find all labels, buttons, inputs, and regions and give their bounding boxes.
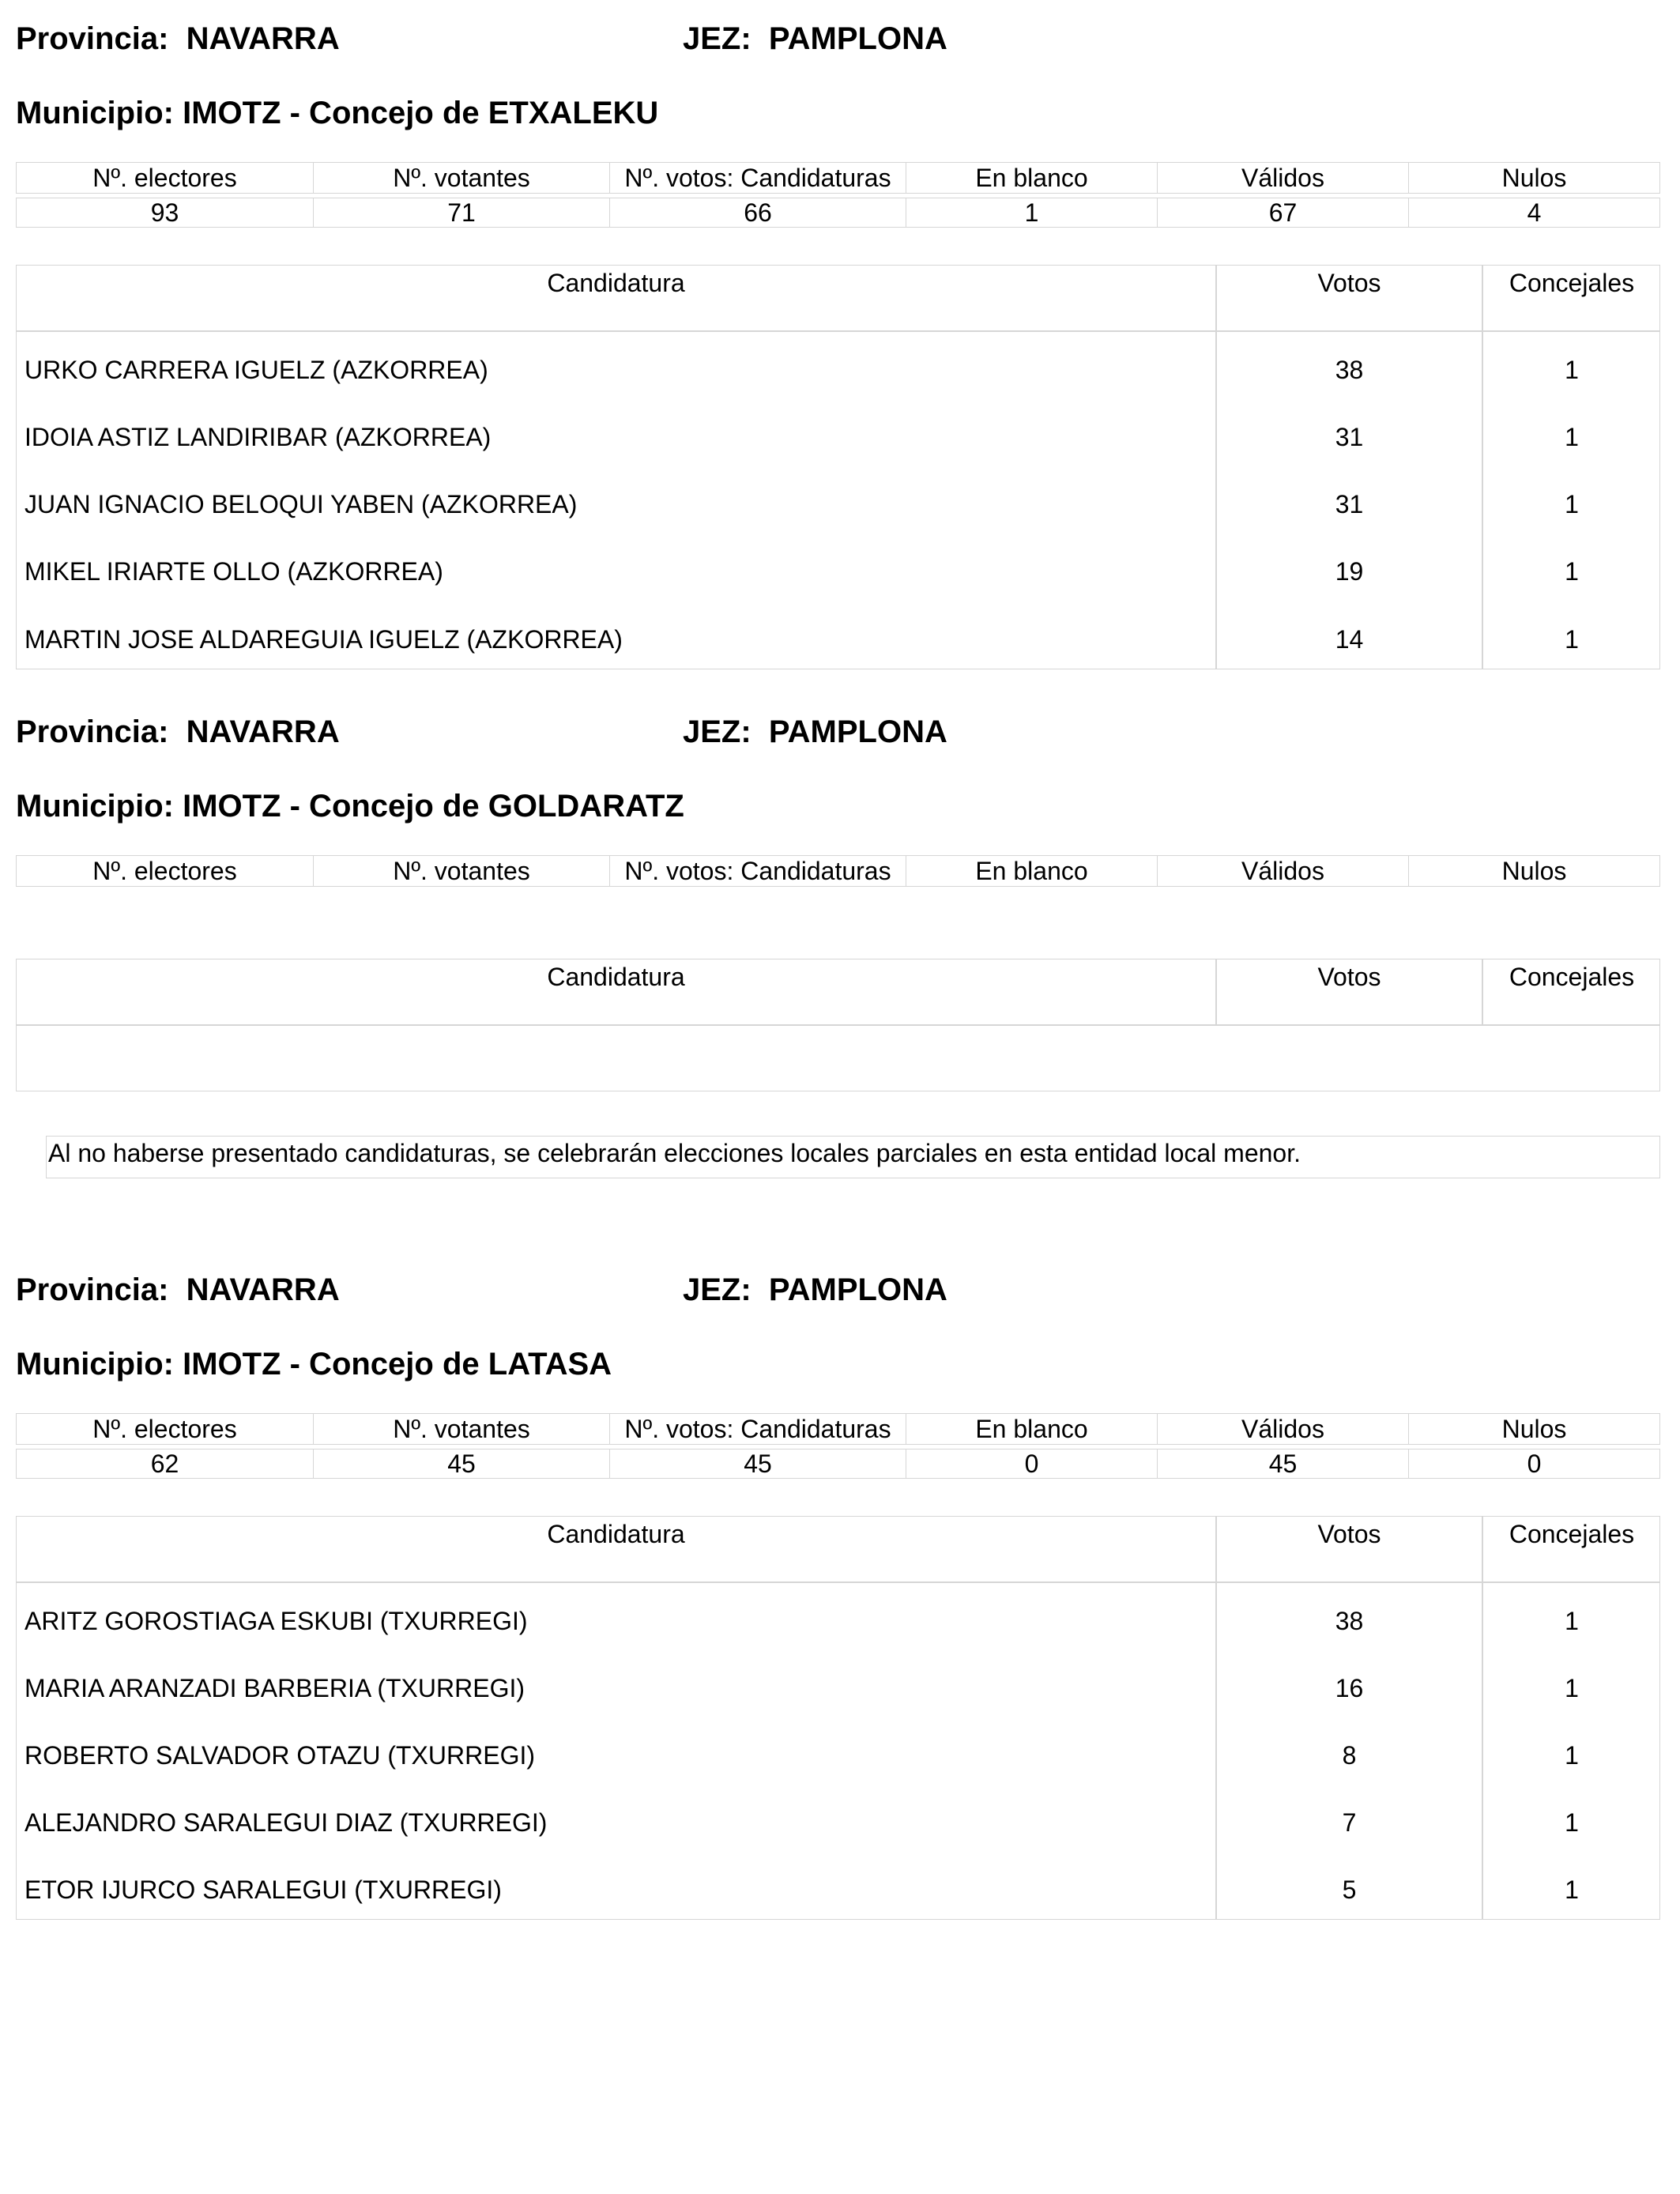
jez-value: PAMPLONA bbox=[768, 1272, 947, 1307]
jez-value: PAMPLONA bbox=[768, 714, 947, 749]
column-divider bbox=[1215, 1517, 1217, 1919]
provincia-label: Provincia: bbox=[16, 21, 169, 56]
candidate-concejales: 1 bbox=[1565, 1808, 1579, 1837]
municipio-value: IMOTZ - Concejo de ETXALEKU bbox=[183, 96, 659, 130]
provincia-label: Provincia: bbox=[16, 714, 169, 749]
header-divider bbox=[17, 330, 1659, 332]
candidate-votos: 14 bbox=[1335, 625, 1364, 654]
stats-header-nulos: Nulos bbox=[1408, 1413, 1660, 1445]
stats-value-votantes: 71 bbox=[313, 198, 610, 228]
provincia-value: NAVARRA bbox=[186, 714, 340, 749]
jez-label: JEZ: bbox=[683, 714, 751, 749]
jez-label: JEZ: bbox=[683, 1272, 751, 1307]
stats-header-validos: Válidos bbox=[1157, 162, 1409, 194]
stats-value-nulos: 0 bbox=[1408, 1449, 1660, 1479]
stats-value-en-blanco: 0 bbox=[906, 1449, 1158, 1479]
header-votos: Votos bbox=[1317, 963, 1381, 991]
candidate-votos: 19 bbox=[1335, 557, 1364, 586]
candidate-concejales: 1 bbox=[1565, 1674, 1579, 1702]
stats-header-en-blanco: En blanco bbox=[906, 162, 1158, 194]
municipio-label: Municipio: bbox=[16, 1347, 174, 1382]
provincia-heading bbox=[16, 1272, 340, 1308]
candidate-name: ARITZ GOROSTIAGA ESKUBI (TXURREGI) bbox=[24, 1607, 528, 1635]
municipio-heading bbox=[16, 788, 684, 824]
jez-heading bbox=[683, 714, 947, 750]
stats-header-en-blanco: En blanco bbox=[906, 1413, 1158, 1445]
stats-value-en-blanco: 1 bbox=[906, 198, 1158, 228]
candidate-concejales: 1 bbox=[1565, 1741, 1579, 1770]
candidate-name: MIKEL IRIARTE OLLO (AZKORREA) bbox=[24, 557, 443, 586]
candidate-name: JUAN IGNACIO BELOQUI YABEN (AZKORREA) bbox=[24, 490, 578, 518]
jez-value: PAMPLONA bbox=[768, 21, 947, 56]
provincia-label: Provincia: bbox=[16, 1272, 169, 1307]
candidate-votos: 5 bbox=[1342, 1875, 1357, 1904]
header-divider bbox=[17, 1581, 1659, 1583]
candidate-votos: 31 bbox=[1335, 490, 1364, 518]
stats-value-validos: 45 bbox=[1157, 1449, 1409, 1479]
header-votos: Votos bbox=[1317, 269, 1381, 297]
header-candidatura: Candidatura bbox=[547, 269, 685, 297]
stats-header-votantes: Nº. votantes bbox=[313, 855, 610, 887]
candidate-name: IDOIA ASTIZ LANDIRIBAR (AZKORREA) bbox=[24, 423, 492, 451]
candidate-name: MARIA ARANZADI BARBERIA (TXURREGI) bbox=[24, 1674, 525, 1702]
stats-header-votos-candidaturas: Nº. votos: Candidaturas bbox=[609, 855, 906, 887]
provincia-value: NAVARRA bbox=[186, 1272, 340, 1307]
header-candidatura: Candidatura bbox=[547, 963, 685, 991]
candidate-concejales: 1 bbox=[1565, 356, 1579, 384]
column-divider bbox=[1482, 266, 1483, 669]
stats-header-nulos: Nulos bbox=[1408, 855, 1660, 887]
candidate-votos: 38 bbox=[1335, 356, 1364, 384]
results-table bbox=[16, 1516, 1660, 1920]
municipio-value: IMOTZ - Concejo de GOLDARATZ bbox=[183, 789, 684, 824]
candidate-name: ALEJANDRO SARALEGUI DIAZ (TXURREGI) bbox=[24, 1808, 548, 1837]
stats-value-validos: 67 bbox=[1157, 198, 1409, 228]
candidate-concejales: 1 bbox=[1565, 1875, 1579, 1904]
stats-value-votos-candidaturas: 45 bbox=[609, 1449, 906, 1479]
stats-header-electores: Nº. electores bbox=[16, 162, 314, 194]
stats-header-votos-candidaturas: Nº. votos: Candidaturas bbox=[609, 162, 906, 194]
provincia-heading bbox=[16, 714, 340, 750]
stats-value-electores: 93 bbox=[16, 198, 314, 228]
header-concejales: Concejales bbox=[1509, 1520, 1635, 1548]
candidate-concejales: 1 bbox=[1565, 423, 1579, 451]
stats-header-validos: Válidos bbox=[1157, 1413, 1409, 1445]
stats-value-votos-candidaturas: 66 bbox=[609, 198, 906, 228]
results-table bbox=[16, 959, 1660, 1091]
candidate-votos: 8 bbox=[1342, 1741, 1357, 1770]
candidate-votos: 7 bbox=[1342, 1808, 1357, 1837]
candidate-concejales: 1 bbox=[1565, 490, 1579, 518]
provincia-heading bbox=[16, 21, 340, 57]
candidate-votos: 16 bbox=[1335, 1674, 1364, 1702]
candidate-name: ROBERTO SALVADOR OTAZU (TXURREGI) bbox=[24, 1741, 535, 1770]
stats-header-electores: Nº. electores bbox=[16, 1413, 314, 1445]
stats-value-votantes: 45 bbox=[313, 1449, 610, 1479]
municipio-label: Municipio: bbox=[16, 789, 174, 824]
candidate-votos: 31 bbox=[1335, 423, 1364, 451]
column-divider bbox=[1482, 1517, 1483, 1919]
stats-value-nulos: 4 bbox=[1408, 198, 1660, 228]
header-concejales: Concejales bbox=[1509, 269, 1635, 297]
header-votos: Votos bbox=[1317, 1520, 1381, 1548]
results-table bbox=[16, 265, 1660, 669]
stats-header-votos-candidaturas: Nº. votos: Candidaturas bbox=[609, 1413, 906, 1445]
candidate-concejales: 1 bbox=[1565, 625, 1579, 654]
stats-header-nulos: Nulos bbox=[1408, 162, 1660, 194]
jez-label: JEZ: bbox=[683, 21, 751, 56]
candidate-concejales: 1 bbox=[1565, 557, 1579, 586]
municipio-label: Municipio: bbox=[16, 96, 174, 130]
stats-value-electores: 62 bbox=[16, 1449, 314, 1479]
municipio-heading bbox=[16, 1346, 612, 1382]
stats-header-votantes: Nº. votantes bbox=[313, 1413, 610, 1445]
column-divider bbox=[1215, 266, 1217, 669]
municipio-value: IMOTZ - Concejo de LATASA bbox=[183, 1347, 612, 1382]
municipio-heading bbox=[16, 95, 658, 131]
candidate-name: URKO CARRERA IGUELZ (AZKORREA) bbox=[24, 356, 488, 384]
stats-header-votantes: Nº. votantes bbox=[313, 162, 610, 194]
jez-heading bbox=[683, 1272, 947, 1308]
header-candidatura: Candidatura bbox=[547, 1520, 685, 1548]
provincia-value: NAVARRA bbox=[186, 21, 340, 56]
jez-heading bbox=[683, 21, 947, 57]
stats-header-electores: Nº. electores bbox=[16, 855, 314, 887]
candidate-votos: 38 bbox=[1335, 1607, 1364, 1635]
header-divider bbox=[17, 1024, 1659, 1026]
stats-header-validos: Válidos bbox=[1157, 855, 1409, 887]
stats-header-en-blanco: En blanco bbox=[906, 855, 1158, 887]
no-candidacies-note: Al no haberse presentado candidaturas, se celebrarán elecciones locales parciales en esta entidad local menor. bbox=[46, 1136, 1660, 1178]
candidate-name: MARTIN JOSE ALDAREGUIA IGUELZ (AZKORREA) bbox=[24, 625, 623, 654]
header-concejales: Concejales bbox=[1509, 963, 1635, 991]
candidate-concejales: 1 bbox=[1565, 1607, 1579, 1635]
candidate-name: ETOR IJURCO SARALEGUI (TXURREGI) bbox=[24, 1875, 502, 1904]
